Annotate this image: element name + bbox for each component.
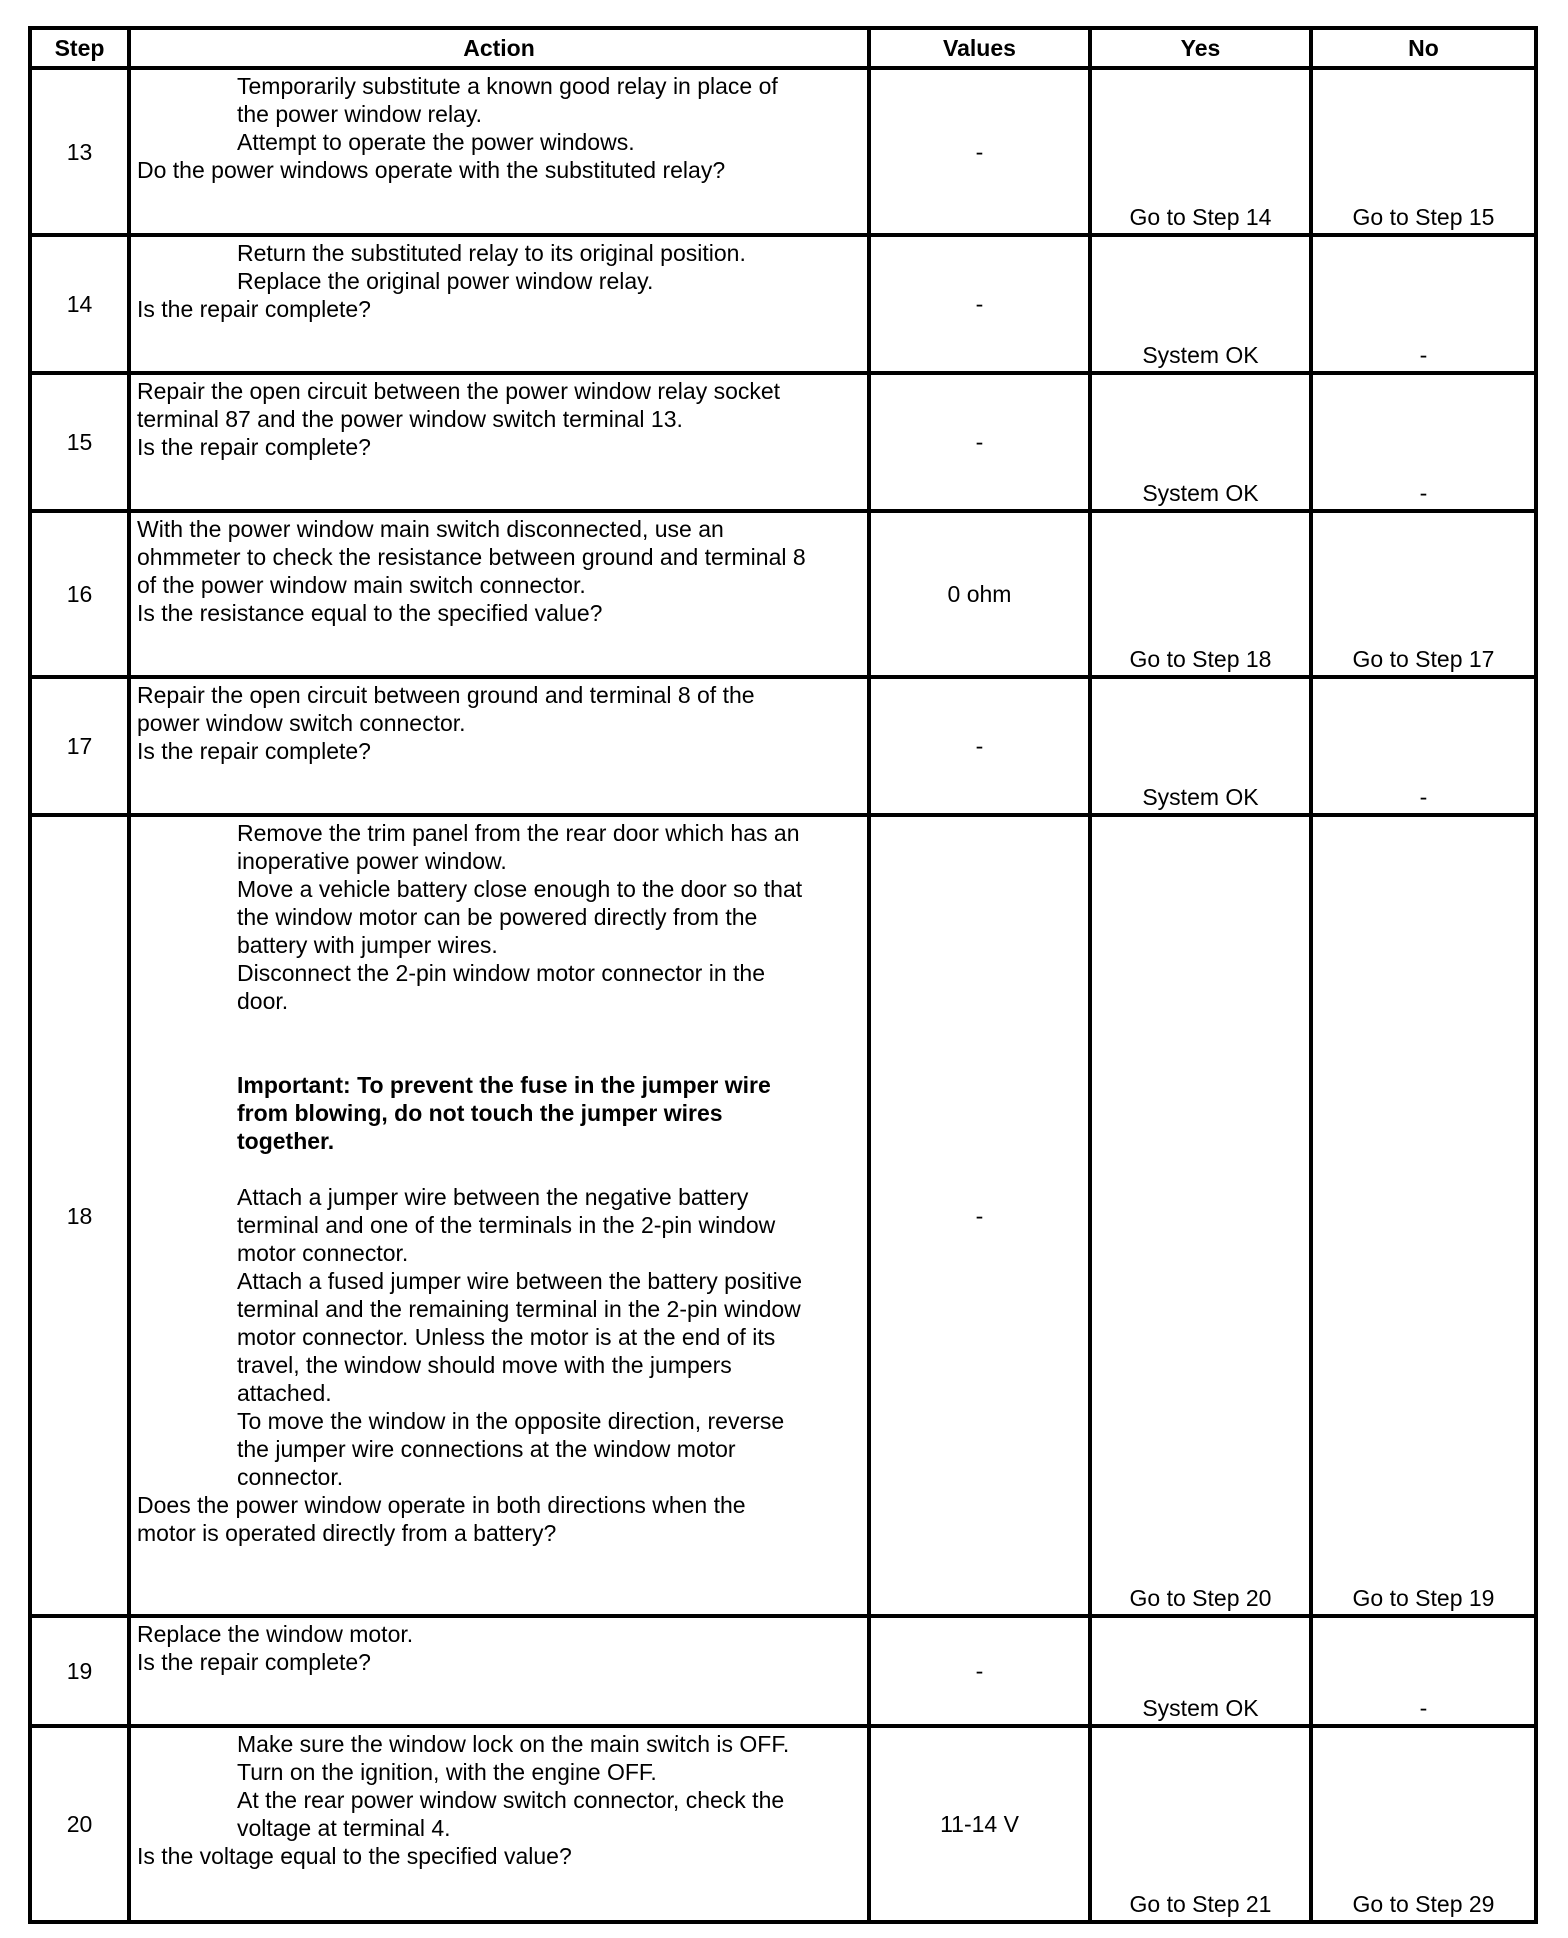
no-result: - <box>1419 480 1428 506</box>
yes-cell <box>1090 815 1311 1616</box>
no-cell <box>1311 1726 1536 1922</box>
action-line: terminal and one of the terminals in the 2-pin window <box>237 1212 776 1238</box>
yes-result: System OK <box>1142 784 1259 810</box>
action-cell <box>129 373 869 511</box>
table-row <box>30 677 1536 815</box>
yes-cell <box>1090 511 1311 677</box>
step-number: 20 <box>30 1726 129 1922</box>
yes-result: Go to Step 20 <box>1129 1585 1272 1611</box>
action-line: Attempt to operate the power windows. <box>237 129 635 155</box>
header-action: Action <box>129 28 869 68</box>
table-row <box>30 1616 1536 1726</box>
yes-cell <box>1090 373 1311 511</box>
action-line: motor connector. <box>237 1240 409 1266</box>
action-line: of the power window main switch connector. <box>137 572 586 598</box>
action-line: Disconnect the 2-pin window motor connector in the <box>237 960 766 986</box>
action-line: Temporarily substitute a known good relay in place of <box>237 73 778 99</box>
important-note: Important: To prevent the fuse in the jumper wire <box>237 1072 771 1098</box>
table-row <box>30 373 1536 511</box>
action-line: Turn on the ignition, with the engine OFF. <box>237 1759 657 1785</box>
value-cell: 0 ohm <box>869 511 1090 677</box>
action-line: terminal and the remaining terminal in the 2-pin window <box>237 1296 801 1322</box>
action-line: motor connector. Unless the motor is at the end of its <box>237 1324 776 1350</box>
diagnostic-steps-table <box>28 26 1538 1924</box>
table-row <box>30 815 1536 1616</box>
action-line: Repair the open circuit between the power window relay socket <box>137 378 781 404</box>
yes-result: System OK <box>1142 1695 1259 1721</box>
action-question: Is the repair complete? <box>137 434 371 460</box>
action-line: attached. <box>237 1380 332 1406</box>
action-cell <box>129 68 869 235</box>
action-question: Is the repair complete? <box>137 738 371 764</box>
header-values: Values <box>869 28 1090 68</box>
action-cell <box>129 1616 869 1726</box>
no-result: Go to Step 19 <box>1352 1585 1495 1611</box>
yes-result: System OK <box>1142 342 1259 368</box>
action-question: motor is operated directly from a battery? <box>137 1520 557 1546</box>
step-number: 18 <box>30 815 129 1616</box>
no-cell <box>1311 815 1536 1616</box>
action-line: travel, the window should move with the jumpers <box>237 1352 732 1378</box>
action-question: Is the resistance equal to the specified value? <box>137 600 603 626</box>
header-no: No <box>1311 28 1536 68</box>
action-cell <box>129 1726 869 1922</box>
action-question: Is the repair complete? <box>137 1649 371 1675</box>
yes-result: System OK <box>1142 480 1259 506</box>
no-cell <box>1311 1616 1536 1726</box>
header-yes: Yes <box>1090 28 1311 68</box>
no-result: - <box>1419 342 1428 368</box>
no-cell <box>1311 511 1536 677</box>
action-line: With the power window main switch disconnected, use an <box>137 516 724 542</box>
action-cell <box>129 511 869 677</box>
action-line: Move a vehicle battery close enough to the door so that <box>237 876 803 902</box>
action-question: Does the power window operate in both directions when the <box>137 1492 746 1518</box>
header-step: Step <box>30 28 129 68</box>
value-cell: - <box>869 815 1090 1616</box>
action-line: Replace the window motor. <box>137 1621 414 1647</box>
value-cell: - <box>869 677 1090 815</box>
action-line: the window motor can be powered directly from the <box>237 904 758 930</box>
action-question: Is the voltage equal to the specified value? <box>137 1843 572 1869</box>
action-line: To move the window in the opposite direction, reverse <box>237 1408 785 1434</box>
value-cell: - <box>869 373 1090 511</box>
action-line: voltage at terminal 4. <box>237 1815 451 1841</box>
yes-cell <box>1090 68 1311 235</box>
no-cell <box>1311 68 1536 235</box>
action-cell <box>129 235 869 373</box>
step-number: 16 <box>30 511 129 677</box>
action-line: Attach a fused jumper wire between the battery positive <box>237 1268 803 1294</box>
action-question: Is the repair complete? <box>137 296 371 322</box>
action-question: Do the power windows operate with the substituted relay? <box>137 157 726 183</box>
table-row <box>30 1726 1536 1922</box>
step-number: 13 <box>30 68 129 235</box>
no-result: Go to Step 15 <box>1352 204 1495 230</box>
no-result: Go to Step 17 <box>1352 646 1495 672</box>
action-line: connector. <box>237 1464 344 1490</box>
action-line: At the rear power window switch connector, check the <box>237 1787 785 1813</box>
no-cell <box>1311 373 1536 511</box>
action-line: Repair the open circuit between ground and terminal 8 of the <box>137 682 755 708</box>
step-number: 15 <box>30 373 129 511</box>
yes-result: Go to Step 18 <box>1129 646 1272 672</box>
yes-result: Go to Step 21 <box>1129 1891 1272 1917</box>
no-result: Go to Step 29 <box>1352 1891 1495 1917</box>
no-cell <box>1311 677 1536 815</box>
yes-cell <box>1090 235 1311 373</box>
value-cell: - <box>869 1616 1090 1726</box>
action-line: Make sure the window lock on the main switch is OFF. <box>237 1731 790 1757</box>
action-line: ohmmeter to check the resistance between ground and terminal 8 <box>137 544 806 570</box>
value-cell: 11-14 V <box>869 1726 1090 1922</box>
no-cell <box>1311 235 1536 373</box>
action-cell <box>129 677 869 815</box>
action-cell <box>129 815 869 1616</box>
yes-cell <box>1090 677 1311 815</box>
action-line: Attach a jumper wire between the negative battery <box>237 1184 749 1210</box>
value-cell: - <box>869 68 1090 235</box>
yes-cell <box>1090 1616 1311 1726</box>
action-line: Return the substituted relay to its original position. <box>237 240 746 266</box>
action-line: door. <box>237 988 289 1014</box>
header-row <box>30 28 1536 68</box>
step-number: 17 <box>30 677 129 815</box>
action-line: power window switch connector. <box>137 710 466 736</box>
table-row <box>30 235 1536 373</box>
table-row <box>30 68 1536 235</box>
yes-result: Go to Step 14 <box>1129 204 1272 230</box>
action-line: the power window relay. <box>237 101 483 127</box>
action-line: Replace the original power window relay. <box>237 268 654 294</box>
table-row <box>30 511 1536 677</box>
action-line: battery with jumper wires. <box>237 932 498 958</box>
no-result: - <box>1419 784 1428 810</box>
action-line: terminal 87 and the power window switch terminal 13. <box>137 406 683 432</box>
no-result: - <box>1419 1695 1428 1721</box>
value-cell: - <box>869 235 1090 373</box>
action-line: Remove the trim panel from the rear door which has an <box>237 820 800 846</box>
action-line: the jumper wire connections at the window motor <box>237 1436 736 1462</box>
important-note: from blowing, do not touch the jumper wires <box>237 1100 723 1126</box>
important-note: together. <box>237 1128 335 1154</box>
step-number: 19 <box>30 1616 129 1726</box>
yes-cell <box>1090 1726 1311 1922</box>
step-number: 14 <box>30 235 129 373</box>
action-line: inoperative power window. <box>237 848 507 874</box>
